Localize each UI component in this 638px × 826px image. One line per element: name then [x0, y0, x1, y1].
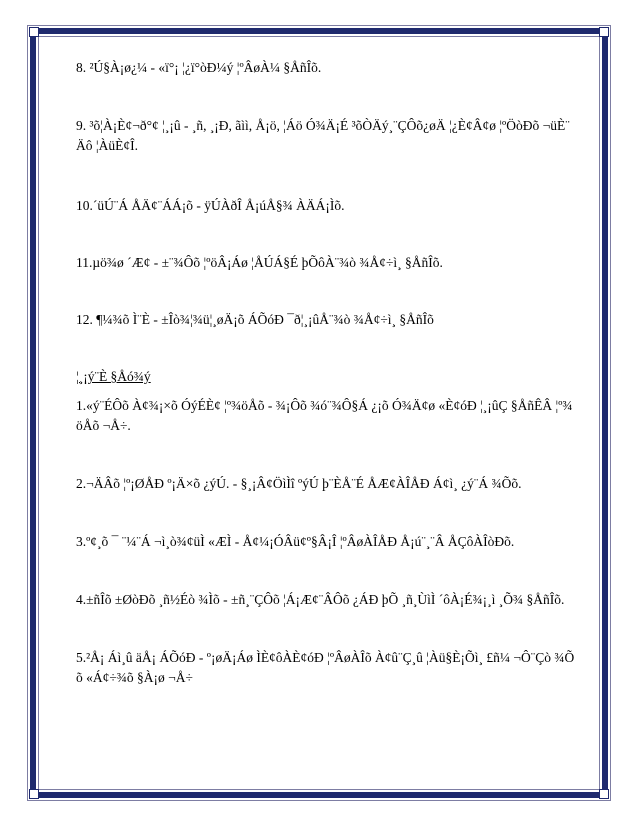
numbered-item-8: 8. ²Ú§À¡ø¿¼ - «ï°¡ ¦¿ï°òÐ¼ý ¦ºÂøÀ¼ §ÅñÎõ.	[76, 60, 322, 75]
border-corner-ornament	[599, 27, 609, 37]
border-corner-ornament	[29, 27, 39, 37]
border-corner-ornament	[599, 789, 609, 799]
section-item-4: 4.±ñÎõ ±ØòÐõ ¸ñ½Éò ¾Ìõ - ±ñ¸¨ÇÔõ ¦Á¡Æ¢¨ÂÔõ ¿ÁÐ þÕ ¸ñ¸ÙìÌ ´ôÀ¡É¾¡¸ì ¸Õ¾ §ÅñÎõ.	[76, 592, 565, 607]
border-corner-ornament	[29, 789, 39, 799]
section-item-1: 1.«ý¨ÉÔõ À¢¾¡×õ ÓýÉÈ¢ ¦º¾öÅõ - ¾¡Ôõ ¾ó¨¾Ô§Á ¿¡õ Ó¾Ä¢ø «È¢óÐ ¦¸¡ûÇ §ÅñÊÂ ¦º¾öÅõ ¬Å÷.	[76, 398, 573, 433]
numbered-item-11: 11.µö¾ø ´Æ¢ - ±¨¾Ôõ ¦ºöÂ¡Áø ¦ÅÚÁ§É þÕôÀ¨¾ò ¾Å¢÷ì¸ §ÅñÎõ.	[76, 255, 443, 270]
section-heading: ¦¸¡ý¨È §Åó¾ý	[76, 369, 151, 384]
numbered-item-9: 9. ³õ¦À¡È¢¬ð°¢ ¦¸¡û - ¸ñ, ¸¡Ð, ãìì, Å¡ö, ¦Áö Ó¾Ä¡É ³õÒÄý¸¨ÇÔõ¿øÄ ¦¿È¢Â¢ø ¦ºÖòÐõ ¬üÈ¨Äô ¦ÀüÈ¢Î.	[76, 118, 570, 153]
document-body	[76, 58, 576, 688]
section-item-3: 3.º¢¸õ ¯ ¨¼¨Á ¬ì¸ò¾¢üÌ «ÆÌ - Å¢¼¡ÓÂü¢º§Â¡Î ¦ºÂøÀÎÅÐ Å¡ú¨¸¨Â ÅÇôÀÎòÐõ.	[76, 534, 515, 549]
numbered-item-10: 10.´üÚ¨Á ÅÄ¢¨ÁÁ¡õ - ÿÚÀðÎ Å¡úÅ§¾ ÀÄÁ¡Ìõ.	[76, 198, 345, 213]
section-item-2: 2.¬ÄÂõ ¦º¡ØÅÐ º¡Ä×õ ¿ýÚ. - §¸¡Â¢ÖìÌî ºýÚ þ¨ÈÅ¨É ÅÆ¢ÀÎÅÐ Á¢ì¸ ¿ý¨Á ¾Õõ.	[76, 476, 522, 491]
numbered-item-12: 12. ¶¼¾õ Ì¨È - ±Îò¾¦¾ü¦¸øÄ¡õ ÁÕóÐ ¯ð¦¸¡ûÅ¨¾ò ¾Å¢÷ì¸ §ÅñÎõ	[76, 312, 434, 327]
section-item-5: 5.²Å¡ Áì¸û äÅ¡ ÁÕóÐ - º¡øÄ¡Áø ÌÈ¢ôÀÈ¢óÐ ¦ºÂøÀÎõ À¢û¨Ç¸û ¦Àü§È¡Õì¸ £ñ¼ ¬Ô¨Çò ¾Õõ «Á¢÷¾õ §À¡ø ¬Å÷	[76, 650, 575, 685]
